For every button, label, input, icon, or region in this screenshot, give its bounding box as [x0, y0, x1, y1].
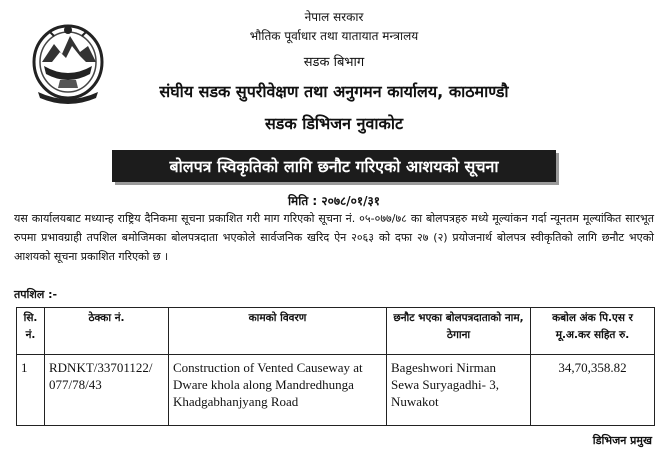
notice-date: मिति : २०७८/०१/३१: [287, 194, 381, 208]
cell-sn: 1: [17, 355, 45, 426]
notice-body: यस कार्यालयबाट मध्यान्ह राष्ट्रिय दैनिकमा सूचना प्रकाशित गरी माग गरिएको सूचना नं. ०५-०७७/७८ का बोलपत्रहरु मध्ये मूल्यांकन गर्दा न्यूनतम मूल्यांकित सारभूत रुपमा प्रभावग्राही तपशिल बमोजिमका बोलपत्रदाता भएकोले सार्वजनिक खरिद ऐन २०६३ को दफा २७ (२) प्रयोजनार्थ बोलपत्र स्वीकृतिको लागि छनौट भएको आशयको सूचना प्रकाशित गरिएको छ ।: [14, 212, 654, 263]
cell-description: Construction of Vented Causeway at Dware khola along Mandredhunga Khadgabhanjyang Road: [169, 355, 387, 426]
annex-label: तपशिल :-: [14, 288, 58, 301]
col-header-amount: कबोल अंक पि.एस र मू.अ.कर सहित रु.: [531, 308, 655, 355]
col-header-description: कामको विवरण: [169, 308, 387, 355]
government-heading: नेपाल सरकार: [304, 10, 364, 24]
ministry-heading: भौतिक पूर्वाधार तथा यातायात मन्त्रालय: [249, 29, 419, 43]
cell-bidder: Bageshwori Nirman Sewa Suryagadhi- 3, Nuwakot: [387, 355, 531, 426]
col-header-contract-no: ठेक्का नं.: [45, 308, 169, 355]
cell-contract-no: RDNKT/33701122/ 077/78/43: [45, 355, 169, 426]
division-heading: सडक डिभिजन नुवाकोट: [264, 114, 404, 133]
table-header-row: [17, 308, 655, 355]
table-row: [17, 355, 655, 426]
col-header-sn: सि. नं.: [17, 308, 45, 355]
signature-label: डिभिजन प्रमुख: [592, 434, 652, 447]
notice-title-banner: [112, 150, 556, 182]
col-header-bidder: छनौट भएका बोलपत्रदाताको नाम, ठेगाना: [387, 308, 531, 355]
cell-amount: 34,70,358.82: [531, 355, 655, 426]
office-heading: संघीय सडक सुपरीवेक्षण तथा अनुगमन कार्यालय, काठमाण्डौ: [159, 82, 509, 101]
bid-table: [16, 307, 655, 426]
notice-title: बोलपत्र स्विकृतिको लागि छनौट गरिएको आशयको सूचना: [169, 157, 499, 176]
department-heading: सडक बिभाग: [303, 55, 365, 70]
